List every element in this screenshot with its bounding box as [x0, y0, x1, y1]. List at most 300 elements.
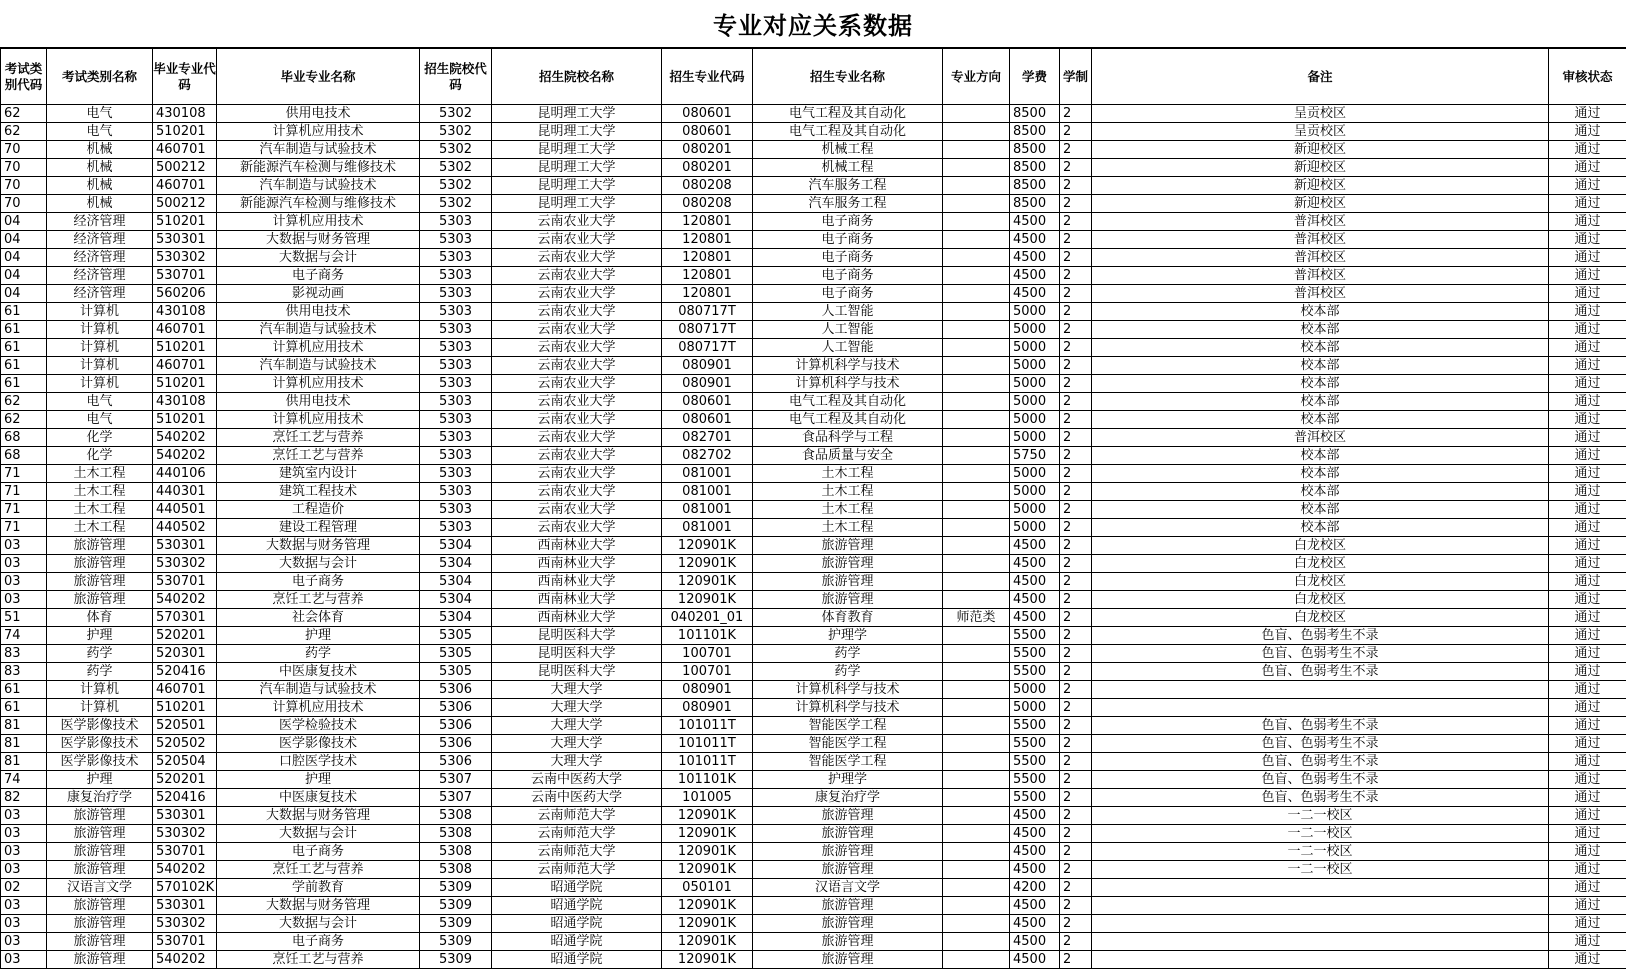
- cell-enroll-major-name[interactable]: 旅游管理: [753, 933, 943, 951]
- cell-remarks[interactable]: 白龙校区: [1092, 609, 1549, 627]
- cell-graduation-major-name[interactable]: 建筑工程技术: [217, 483, 420, 501]
- cell-duration[interactable]: 2: [1060, 429, 1092, 447]
- cell-school-name[interactable]: 西南林业大学: [492, 591, 662, 609]
- header-school-code[interactable]: 招生院校代码: [420, 49, 492, 105]
- cell-review-status[interactable]: 通过: [1549, 627, 1626, 645]
- cell-exam-category-name[interactable]: 经济管理: [47, 267, 153, 285]
- cell-tuition[interactable]: 4500: [1010, 609, 1060, 627]
- cell-school-code[interactable]: 5306: [420, 699, 492, 717]
- cell-school-code[interactable]: 5303: [420, 429, 492, 447]
- cell-review-status[interactable]: 通过: [1549, 699, 1626, 717]
- cell-school-code[interactable]: 5306: [420, 735, 492, 753]
- cell-school-code[interactable]: 5303: [420, 357, 492, 375]
- cell-major-direction[interactable]: [943, 681, 1010, 699]
- cell-exam-category-code[interactable]: 03: [1, 843, 47, 861]
- cell-enroll-major-name[interactable]: 旅游管理: [753, 537, 943, 555]
- header-review-status[interactable]: 审核状态: [1549, 49, 1626, 105]
- cell-enroll-major-code[interactable]: 080717T: [662, 303, 753, 321]
- cell-school-code[interactable]: 5309: [420, 951, 492, 969]
- cell-school-name[interactable]: 云南农业大学: [492, 465, 662, 483]
- cell-remarks[interactable]: 一二一校区: [1092, 861, 1549, 879]
- cell-exam-category-code[interactable]: 61: [1, 681, 47, 699]
- cell-graduation-major-name[interactable]: 烹饪工艺与营养: [217, 447, 420, 465]
- cell-duration[interactable]: 2: [1060, 285, 1092, 303]
- cell-enroll-major-code[interactable]: 081001: [662, 501, 753, 519]
- cell-exam-category-code[interactable]: 02: [1, 879, 47, 897]
- cell-enroll-major-name[interactable]: 电气工程及其自动化: [753, 411, 943, 429]
- cell-remarks[interactable]: 校本部: [1092, 465, 1549, 483]
- cell-review-status[interactable]: 通过: [1549, 843, 1626, 861]
- cell-exam-category-code[interactable]: 74: [1, 771, 47, 789]
- cell-review-status[interactable]: 通过: [1549, 789, 1626, 807]
- cell-exam-category-name[interactable]: 医学影像技术: [47, 717, 153, 735]
- cell-exam-category-name[interactable]: 旅游管理: [47, 861, 153, 879]
- cell-school-name[interactable]: 昆明医科大学: [492, 645, 662, 663]
- cell-enroll-major-code[interactable]: 040201_01: [662, 609, 753, 627]
- cell-school-code[interactable]: 5303: [420, 339, 492, 357]
- cell-major-direction[interactable]: [943, 897, 1010, 915]
- cell-school-code[interactable]: 5303: [420, 231, 492, 249]
- cell-enroll-major-name[interactable]: 计算机科学与技术: [753, 699, 943, 717]
- cell-major-direction[interactable]: [943, 933, 1010, 951]
- cell-duration[interactable]: 2: [1060, 159, 1092, 177]
- cell-enroll-major-code[interactable]: 101011T: [662, 717, 753, 735]
- cell-major-direction[interactable]: [943, 321, 1010, 339]
- cell-duration[interactable]: 2: [1060, 339, 1092, 357]
- cell-review-status[interactable]: 通过: [1549, 465, 1626, 483]
- cell-duration[interactable]: 2: [1060, 231, 1092, 249]
- cell-remarks[interactable]: 色盲、色弱考生不录: [1092, 717, 1549, 735]
- cell-school-name[interactable]: 云南师范大学: [492, 861, 662, 879]
- cell-exam-category-code[interactable]: 71: [1, 501, 47, 519]
- cell-tuition[interactable]: 4500: [1010, 843, 1060, 861]
- cell-school-name[interactable]: 昆明医科大学: [492, 627, 662, 645]
- cell-tuition[interactable]: 4500: [1010, 897, 1060, 915]
- cell-enroll-major-name[interactable]: 旅游管理: [753, 915, 943, 933]
- cell-major-direction[interactable]: [943, 519, 1010, 537]
- cell-school-name[interactable]: 云南农业大学: [492, 357, 662, 375]
- header-enroll-major-code[interactable]: 招生专业代码: [662, 49, 753, 105]
- cell-remarks[interactable]: 校本部: [1092, 447, 1549, 465]
- cell-enroll-major-code[interactable]: 080601: [662, 411, 753, 429]
- cell-review-status[interactable]: 通过: [1549, 357, 1626, 375]
- cell-review-status[interactable]: 通过: [1549, 123, 1626, 141]
- cell-review-status[interactable]: 通过: [1549, 609, 1626, 627]
- cell-enroll-major-name[interactable]: 食品质量与安全: [753, 447, 943, 465]
- cell-enroll-major-code[interactable]: 120901K: [662, 861, 753, 879]
- cell-duration[interactable]: 2: [1060, 573, 1092, 591]
- cell-school-code[interactable]: 5309: [420, 897, 492, 915]
- cell-graduation-major-code[interactable]: 440106: [153, 465, 217, 483]
- cell-major-direction[interactable]: [943, 537, 1010, 555]
- cell-exam-category-code[interactable]: 70: [1, 177, 47, 195]
- cell-exam-category-code[interactable]: 03: [1, 555, 47, 573]
- cell-tuition[interactable]: 8500: [1010, 105, 1060, 123]
- cell-exam-category-name[interactable]: 计算机: [47, 321, 153, 339]
- cell-exam-category-code[interactable]: 71: [1, 483, 47, 501]
- cell-school-code[interactable]: 5302: [420, 141, 492, 159]
- header-enroll-major-name[interactable]: 招生专业名称: [753, 49, 943, 105]
- cell-enroll-major-name[interactable]: 旅游管理: [753, 861, 943, 879]
- cell-tuition[interactable]: 5500: [1010, 717, 1060, 735]
- cell-graduation-major-name[interactable]: 电子商务: [217, 573, 420, 591]
- cell-duration[interactable]: 2: [1060, 411, 1092, 429]
- cell-exam-category-name[interactable]: 经济管理: [47, 231, 153, 249]
- cell-exam-category-code[interactable]: 62: [1, 105, 47, 123]
- cell-major-direction[interactable]: [943, 717, 1010, 735]
- cell-remarks[interactable]: 普洱校区: [1092, 267, 1549, 285]
- cell-graduation-major-name[interactable]: 烹饪工艺与营养: [217, 861, 420, 879]
- cell-major-direction[interactable]: [943, 303, 1010, 321]
- cell-graduation-major-name[interactable]: 汽车制造与试验技术: [217, 177, 420, 195]
- cell-exam-category-name[interactable]: 土木工程: [47, 519, 153, 537]
- cell-enroll-major-name[interactable]: 食品科学与工程: [753, 429, 943, 447]
- cell-remarks[interactable]: 校本部: [1092, 411, 1549, 429]
- cell-duration[interactable]: 2: [1060, 141, 1092, 159]
- cell-graduation-major-code[interactable]: 430108: [153, 105, 217, 123]
- cell-enroll-major-code[interactable]: 120901K: [662, 915, 753, 933]
- cell-exam-category-code[interactable]: 03: [1, 825, 47, 843]
- cell-school-code[interactable]: 5303: [420, 483, 492, 501]
- cell-enroll-major-name[interactable]: 机械工程: [753, 159, 943, 177]
- cell-remarks[interactable]: 新迎校区: [1092, 159, 1549, 177]
- cell-graduation-major-code[interactable]: 540202: [153, 429, 217, 447]
- cell-graduation-major-name[interactable]: 烹饪工艺与营养: [217, 951, 420, 969]
- cell-graduation-major-name[interactable]: 建设工程管理: [217, 519, 420, 537]
- cell-graduation-major-code[interactable]: 430108: [153, 303, 217, 321]
- cell-school-code[interactable]: 5304: [420, 609, 492, 627]
- cell-enroll-major-name[interactable]: 土木工程: [753, 501, 943, 519]
- cell-exam-category-code[interactable]: 04: [1, 285, 47, 303]
- cell-remarks[interactable]: 色盲、色弱考生不录: [1092, 663, 1549, 681]
- cell-graduation-major-name[interactable]: 影视动画: [217, 285, 420, 303]
- cell-review-status[interactable]: 通过: [1549, 717, 1626, 735]
- cell-remarks[interactable]: 呈贡校区: [1092, 123, 1549, 141]
- cell-enroll-major-name[interactable]: 计算机科学与技术: [753, 357, 943, 375]
- cell-exam-category-name[interactable]: 机械: [47, 159, 153, 177]
- cell-graduation-major-name[interactable]: 汽车制造与试验技术: [217, 141, 420, 159]
- cell-school-name[interactable]: 昭通学院: [492, 879, 662, 897]
- cell-graduation-major-name[interactable]: 计算机应用技术: [217, 375, 420, 393]
- cell-graduation-major-name[interactable]: 大数据与会计: [217, 249, 420, 267]
- cell-review-status[interactable]: 通过: [1549, 519, 1626, 537]
- cell-major-direction[interactable]: [943, 393, 1010, 411]
- cell-major-direction[interactable]: [943, 123, 1010, 141]
- cell-school-code[interactable]: 5303: [420, 321, 492, 339]
- cell-graduation-major-name[interactable]: 电子商务: [217, 843, 420, 861]
- cell-review-status[interactable]: 通过: [1549, 591, 1626, 609]
- cell-tuition[interactable]: 5500: [1010, 771, 1060, 789]
- cell-graduation-major-code[interactable]: 520501: [153, 717, 217, 735]
- cell-remarks[interactable]: [1092, 681, 1549, 699]
- cell-school-name[interactable]: 昭通学院: [492, 897, 662, 915]
- cell-review-status[interactable]: 通过: [1549, 339, 1626, 357]
- cell-graduation-major-code[interactable]: 460701: [153, 681, 217, 699]
- cell-tuition[interactable]: 4500: [1010, 933, 1060, 951]
- cell-school-name[interactable]: 大理大学: [492, 735, 662, 753]
- cell-exam-category-name[interactable]: 经济管理: [47, 285, 153, 303]
- cell-exam-category-code[interactable]: 82: [1, 789, 47, 807]
- cell-remarks[interactable]: 普洱校区: [1092, 249, 1549, 267]
- cell-graduation-major-code[interactable]: 540202: [153, 951, 217, 969]
- cell-major-direction[interactable]: [943, 213, 1010, 231]
- cell-graduation-major-code[interactable]: 430108: [153, 393, 217, 411]
- cell-exam-category-name[interactable]: 土木工程: [47, 501, 153, 519]
- cell-exam-category-code[interactable]: 03: [1, 591, 47, 609]
- cell-tuition[interactable]: 5000: [1010, 681, 1060, 699]
- cell-exam-category-code[interactable]: 03: [1, 951, 47, 969]
- cell-school-name[interactable]: 昭通学院: [492, 933, 662, 951]
- cell-enroll-major-code[interactable]: 080208: [662, 177, 753, 195]
- cell-tuition[interactable]: 4500: [1010, 249, 1060, 267]
- cell-major-direction[interactable]: [943, 267, 1010, 285]
- cell-remarks[interactable]: [1092, 699, 1549, 717]
- cell-tuition[interactable]: 5000: [1010, 411, 1060, 429]
- cell-enroll-major-name[interactable]: 电气工程及其自动化: [753, 105, 943, 123]
- cell-remarks[interactable]: 普洱校区: [1092, 213, 1549, 231]
- cell-school-code[interactable]: 5306: [420, 681, 492, 699]
- cell-duration[interactable]: 2: [1060, 483, 1092, 501]
- cell-enroll-major-code[interactable]: 120901K: [662, 807, 753, 825]
- cell-enroll-major-code[interactable]: 100701: [662, 663, 753, 681]
- cell-remarks[interactable]: 白龙校区: [1092, 591, 1549, 609]
- cell-tuition[interactable]: 4500: [1010, 285, 1060, 303]
- cell-exam-category-name[interactable]: 土木工程: [47, 483, 153, 501]
- cell-graduation-major-code[interactable]: 530302: [153, 915, 217, 933]
- cell-school-name[interactable]: 云南农业大学: [492, 483, 662, 501]
- cell-tuition[interactable]: 5000: [1010, 303, 1060, 321]
- cell-school-name[interactable]: 云南农业大学: [492, 501, 662, 519]
- cell-school-code[interactable]: 5304: [420, 555, 492, 573]
- cell-graduation-major-code[interactable]: 520301: [153, 645, 217, 663]
- cell-graduation-major-name[interactable]: 计算机应用技术: [217, 123, 420, 141]
- cell-graduation-major-name[interactable]: 大数据与财务管理: [217, 231, 420, 249]
- cell-major-direction[interactable]: [943, 375, 1010, 393]
- cell-duration[interactable]: 2: [1060, 879, 1092, 897]
- cell-school-code[interactable]: 5302: [420, 105, 492, 123]
- cell-graduation-major-code[interactable]: 560206: [153, 285, 217, 303]
- cell-duration[interactable]: 2: [1060, 105, 1092, 123]
- cell-school-code[interactable]: 5303: [420, 267, 492, 285]
- cell-duration[interactable]: 2: [1060, 951, 1092, 969]
- cell-enroll-major-name[interactable]: 体育教育: [753, 609, 943, 627]
- cell-exam-category-name[interactable]: 旅游管理: [47, 807, 153, 825]
- cell-remarks[interactable]: 色盲、色弱考生不录: [1092, 771, 1549, 789]
- cell-enroll-major-name[interactable]: 机械工程: [753, 141, 943, 159]
- cell-school-code[interactable]: 5307: [420, 771, 492, 789]
- cell-enroll-major-name[interactable]: 人工智能: [753, 339, 943, 357]
- cell-enroll-major-code[interactable]: 080901: [662, 699, 753, 717]
- cell-graduation-major-name[interactable]: 供用电技术: [217, 393, 420, 411]
- cell-remarks[interactable]: 新迎校区: [1092, 177, 1549, 195]
- cell-tuition[interactable]: 5000: [1010, 393, 1060, 411]
- cell-exam-category-name[interactable]: 旅游管理: [47, 933, 153, 951]
- cell-exam-category-code[interactable]: 70: [1, 195, 47, 213]
- cell-graduation-major-code[interactable]: 570102K: [153, 879, 217, 897]
- cell-enroll-major-code[interactable]: 120901K: [662, 825, 753, 843]
- cell-enroll-major-code[interactable]: 080201: [662, 141, 753, 159]
- cell-exam-category-name[interactable]: 计算机: [47, 375, 153, 393]
- cell-major-direction[interactable]: [943, 159, 1010, 177]
- cell-tuition[interactable]: 5000: [1010, 501, 1060, 519]
- cell-graduation-major-name[interactable]: 烹饪工艺与营养: [217, 591, 420, 609]
- cell-enroll-major-name[interactable]: 旅游管理: [753, 951, 943, 969]
- cell-graduation-major-code[interactable]: 530302: [153, 825, 217, 843]
- cell-graduation-major-name[interactable]: 护理: [217, 771, 420, 789]
- cell-graduation-major-code[interactable]: 460701: [153, 321, 217, 339]
- cell-major-direction[interactable]: [943, 879, 1010, 897]
- cell-school-code[interactable]: 5308: [420, 843, 492, 861]
- cell-major-direction[interactable]: [943, 807, 1010, 825]
- cell-school-name[interactable]: 昆明理工大学: [492, 159, 662, 177]
- cell-duration[interactable]: 2: [1060, 897, 1092, 915]
- cell-remarks[interactable]: 普洱校区: [1092, 285, 1549, 303]
- cell-major-direction[interactable]: [943, 249, 1010, 267]
- cell-exam-category-name[interactable]: 康复治疗学: [47, 789, 153, 807]
- cell-school-name[interactable]: 云南中医药大学: [492, 771, 662, 789]
- cell-enroll-major-name[interactable]: 汽车服务工程: [753, 177, 943, 195]
- cell-enroll-major-name[interactable]: 康复治疗学: [753, 789, 943, 807]
- cell-exam-category-code[interactable]: 03: [1, 537, 47, 555]
- cell-school-code[interactable]: 5303: [420, 411, 492, 429]
- cell-tuition[interactable]: 4500: [1010, 951, 1060, 969]
- cell-exam-category-code[interactable]: 81: [1, 753, 47, 771]
- cell-tuition[interactable]: 5500: [1010, 789, 1060, 807]
- cell-duration[interactable]: 2: [1060, 213, 1092, 231]
- cell-enroll-major-name[interactable]: 旅游管理: [753, 573, 943, 591]
- cell-graduation-major-name[interactable]: 计算机应用技术: [217, 339, 420, 357]
- cell-exam-category-name[interactable]: 电气: [47, 411, 153, 429]
- cell-school-code[interactable]: 5304: [420, 537, 492, 555]
- cell-exam-category-name[interactable]: 经济管理: [47, 249, 153, 267]
- cell-major-direction[interactable]: [943, 447, 1010, 465]
- cell-school-name[interactable]: 云南农业大学: [492, 447, 662, 465]
- cell-exam-category-name[interactable]: 体育: [47, 609, 153, 627]
- cell-school-code[interactable]: 5302: [420, 159, 492, 177]
- cell-tuition[interactable]: 4500: [1010, 213, 1060, 231]
- cell-tuition[interactable]: 4500: [1010, 807, 1060, 825]
- cell-exam-category-name[interactable]: 旅游管理: [47, 573, 153, 591]
- cell-school-name[interactable]: 昆明理工大学: [492, 105, 662, 123]
- cell-remarks[interactable]: 一二一校区: [1092, 825, 1549, 843]
- cell-exam-category-name[interactable]: 计算机: [47, 357, 153, 375]
- cell-graduation-major-name[interactable]: 大数据与财务管理: [217, 807, 420, 825]
- cell-major-direction[interactable]: [943, 591, 1010, 609]
- cell-school-name[interactable]: 云南农业大学: [492, 429, 662, 447]
- cell-review-status[interactable]: 通过: [1549, 933, 1626, 951]
- cell-graduation-major-name[interactable]: 电子商务: [217, 267, 420, 285]
- cell-remarks[interactable]: 新迎校区: [1092, 141, 1549, 159]
- cell-school-name[interactable]: 云南农业大学: [492, 303, 662, 321]
- cell-remarks[interactable]: 校本部: [1092, 393, 1549, 411]
- cell-exam-category-code[interactable]: 81: [1, 717, 47, 735]
- cell-graduation-major-code[interactable]: 510201: [153, 699, 217, 717]
- cell-review-status[interactable]: 通过: [1549, 645, 1626, 663]
- cell-tuition[interactable]: 5000: [1010, 429, 1060, 447]
- cell-major-direction[interactable]: [943, 105, 1010, 123]
- cell-enroll-major-name[interactable]: 人工智能: [753, 303, 943, 321]
- cell-major-direction[interactable]: [943, 465, 1010, 483]
- cell-major-direction[interactable]: [943, 753, 1010, 771]
- cell-remarks[interactable]: 校本部: [1092, 303, 1549, 321]
- cell-duration[interactable]: 2: [1060, 447, 1092, 465]
- cell-graduation-major-code[interactable]: 500212: [153, 159, 217, 177]
- cell-tuition[interactable]: 5000: [1010, 465, 1060, 483]
- cell-enroll-major-code[interactable]: 080717T: [662, 339, 753, 357]
- cell-major-direction[interactable]: [943, 339, 1010, 357]
- cell-enroll-major-code[interactable]: 101011T: [662, 735, 753, 753]
- cell-exam-category-code[interactable]: 03: [1, 807, 47, 825]
- cell-exam-category-name[interactable]: 计算机: [47, 699, 153, 717]
- cell-tuition[interactable]: 4500: [1010, 861, 1060, 879]
- cell-graduation-major-name[interactable]: 供用电技术: [217, 105, 420, 123]
- cell-tuition[interactable]: 5000: [1010, 339, 1060, 357]
- cell-major-direction[interactable]: [943, 195, 1010, 213]
- cell-graduation-major-code[interactable]: 500212: [153, 195, 217, 213]
- cell-remarks[interactable]: 校本部: [1092, 321, 1549, 339]
- cell-major-direction[interactable]: [943, 429, 1010, 447]
- cell-exam-category-name[interactable]: 经济管理: [47, 213, 153, 231]
- cell-school-name[interactable]: 西南林业大学: [492, 555, 662, 573]
- cell-tuition[interactable]: 5500: [1010, 735, 1060, 753]
- cell-school-name[interactable]: 云南农业大学: [492, 249, 662, 267]
- header-graduation-major-code[interactable]: 毕业专业代码: [153, 49, 217, 105]
- cell-duration[interactable]: 2: [1060, 699, 1092, 717]
- cell-remarks[interactable]: 色盲、色弱考生不录: [1092, 753, 1549, 771]
- cell-graduation-major-name[interactable]: 社会体育: [217, 609, 420, 627]
- cell-enroll-major-code[interactable]: 120901K: [662, 897, 753, 915]
- cell-tuition[interactable]: 8500: [1010, 177, 1060, 195]
- cell-major-direction[interactable]: [943, 627, 1010, 645]
- cell-graduation-major-code[interactable]: 520201: [153, 627, 217, 645]
- cell-duration[interactable]: 2: [1060, 357, 1092, 375]
- cell-tuition[interactable]: 4500: [1010, 591, 1060, 609]
- cell-tuition[interactable]: 4500: [1010, 555, 1060, 573]
- cell-school-name[interactable]: 云南师范大学: [492, 843, 662, 861]
- cell-enroll-major-code[interactable]: 120901K: [662, 843, 753, 861]
- cell-exam-category-name[interactable]: 护理: [47, 627, 153, 645]
- cell-school-code[interactable]: 5304: [420, 591, 492, 609]
- cell-enroll-major-code[interactable]: 101005: [662, 789, 753, 807]
- header-major-direction[interactable]: 专业方向: [943, 49, 1010, 105]
- cell-graduation-major-code[interactable]: 530301: [153, 537, 217, 555]
- cell-school-name[interactable]: 云南农业大学: [492, 375, 662, 393]
- cell-duration[interactable]: 2: [1060, 807, 1092, 825]
- cell-major-direction[interactable]: [943, 645, 1010, 663]
- cell-major-direction[interactable]: [943, 141, 1010, 159]
- cell-remarks[interactable]: 新迎校区: [1092, 195, 1549, 213]
- cell-remarks[interactable]: 校本部: [1092, 501, 1549, 519]
- cell-remarks[interactable]: 校本部: [1092, 483, 1549, 501]
- cell-enroll-major-code[interactable]: 081001: [662, 483, 753, 501]
- cell-review-status[interactable]: 通过: [1549, 951, 1626, 969]
- cell-exam-category-code[interactable]: 61: [1, 303, 47, 321]
- cell-enroll-major-code[interactable]: 050101: [662, 879, 753, 897]
- cell-review-status[interactable]: 通过: [1549, 177, 1626, 195]
- cell-remarks[interactable]: [1092, 879, 1549, 897]
- cell-graduation-major-code[interactable]: 520416: [153, 663, 217, 681]
- cell-duration[interactable]: 2: [1060, 321, 1092, 339]
- cell-remarks[interactable]: 校本部: [1092, 519, 1549, 537]
- cell-school-name[interactable]: 云南农业大学: [492, 411, 662, 429]
- cell-enroll-major-code[interactable]: 101101K: [662, 771, 753, 789]
- cell-graduation-major-name[interactable]: 建筑室内设计: [217, 465, 420, 483]
- cell-exam-category-name[interactable]: 旅游管理: [47, 591, 153, 609]
- cell-review-status[interactable]: 通过: [1549, 375, 1626, 393]
- cell-graduation-major-name[interactable]: 计算机应用技术: [217, 411, 420, 429]
- cell-major-direction[interactable]: [943, 699, 1010, 717]
- cell-tuition[interactable]: 5500: [1010, 753, 1060, 771]
